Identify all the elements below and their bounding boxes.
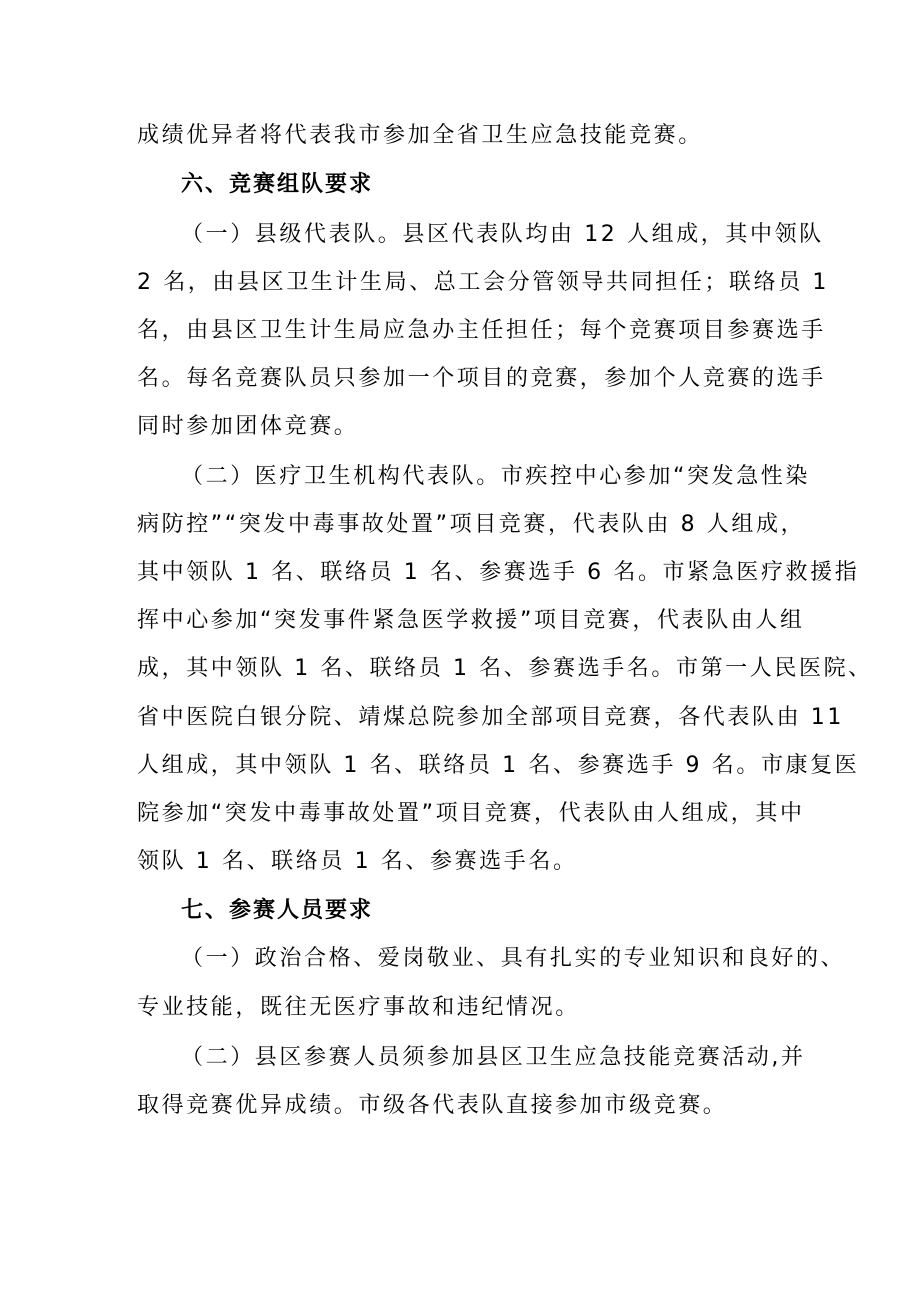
text-line: 2 名，由县区卫生计生局、总工会分管领导共同担任；联络员 1 <box>137 270 829 295</box>
text-line: 成，其中领队 1 名、联络员 1 名、参赛选手名。市第一人民医院、 <box>137 656 873 681</box>
paragraph-line: （二）医疗卫生机构代表队。市疾控中心参加“突发急性染 <box>181 464 810 489</box>
text-line: 院参加“突发中毒事故处置”项目竞赛，代表队由人组成，其中 <box>137 801 805 826</box>
text-line: 病防控”“突发中毒事故处置”项目竞赛，代表队由 8 人组成， <box>137 512 806 537</box>
text-line: 名。每名竞赛队员只参加一个项目的竞赛，参加个人竞赛的选手 <box>137 366 826 391</box>
text-line: 挥中心参加“突发事件紧急医学救援”项目竞赛，代表队由人组 <box>137 608 805 633</box>
paragraph-line: （二）县区参赛人员须参加县区卫生应急技能竞赛活动,并 <box>181 1045 806 1070</box>
text-line: 其中领队 1 名、联络员 1 名、参赛选手 6 名。市紧急医疗救援指 <box>137 560 860 585</box>
paragraph-line: （一）政治合格、爱岗敬业、具有扎实的专业知识和良好的、 <box>181 946 846 971</box>
text-line: 取得竞赛优异成绩。市级各代表队直接参加市级竞赛。 <box>137 1093 728 1118</box>
paragraph-line: （一）县级代表队。县区代表队均由 12 人组成，其中领队 <box>181 222 824 247</box>
section-heading: 七、参赛人员要求 <box>181 898 374 923</box>
section-heading: 六、竞赛组队要求 <box>181 172 374 197</box>
text-line: 人组成，其中领队 1 名、联络员 1 名、参赛选手 9 名。市康复医 <box>137 753 860 778</box>
text-line: 同时参加团体竞赛。 <box>137 414 359 439</box>
text-line: 名，由县区卫生计生局应急办主任担任；每个竞赛项目参赛选手 <box>137 318 826 343</box>
text-line: 领队 1 名、联络员 1 名、参赛选手名。 <box>137 849 578 874</box>
text-line: 成绩优异者将代表我市参加全省卫生应急技能竞赛。 <box>137 123 703 148</box>
text-line: 省中医院白银分院、靖煤总院参加全部项目竞赛，各代表队由 11 <box>137 705 844 730</box>
text-line: 专业技能，既往无医疗事故和违纪情况。 <box>137 995 580 1020</box>
